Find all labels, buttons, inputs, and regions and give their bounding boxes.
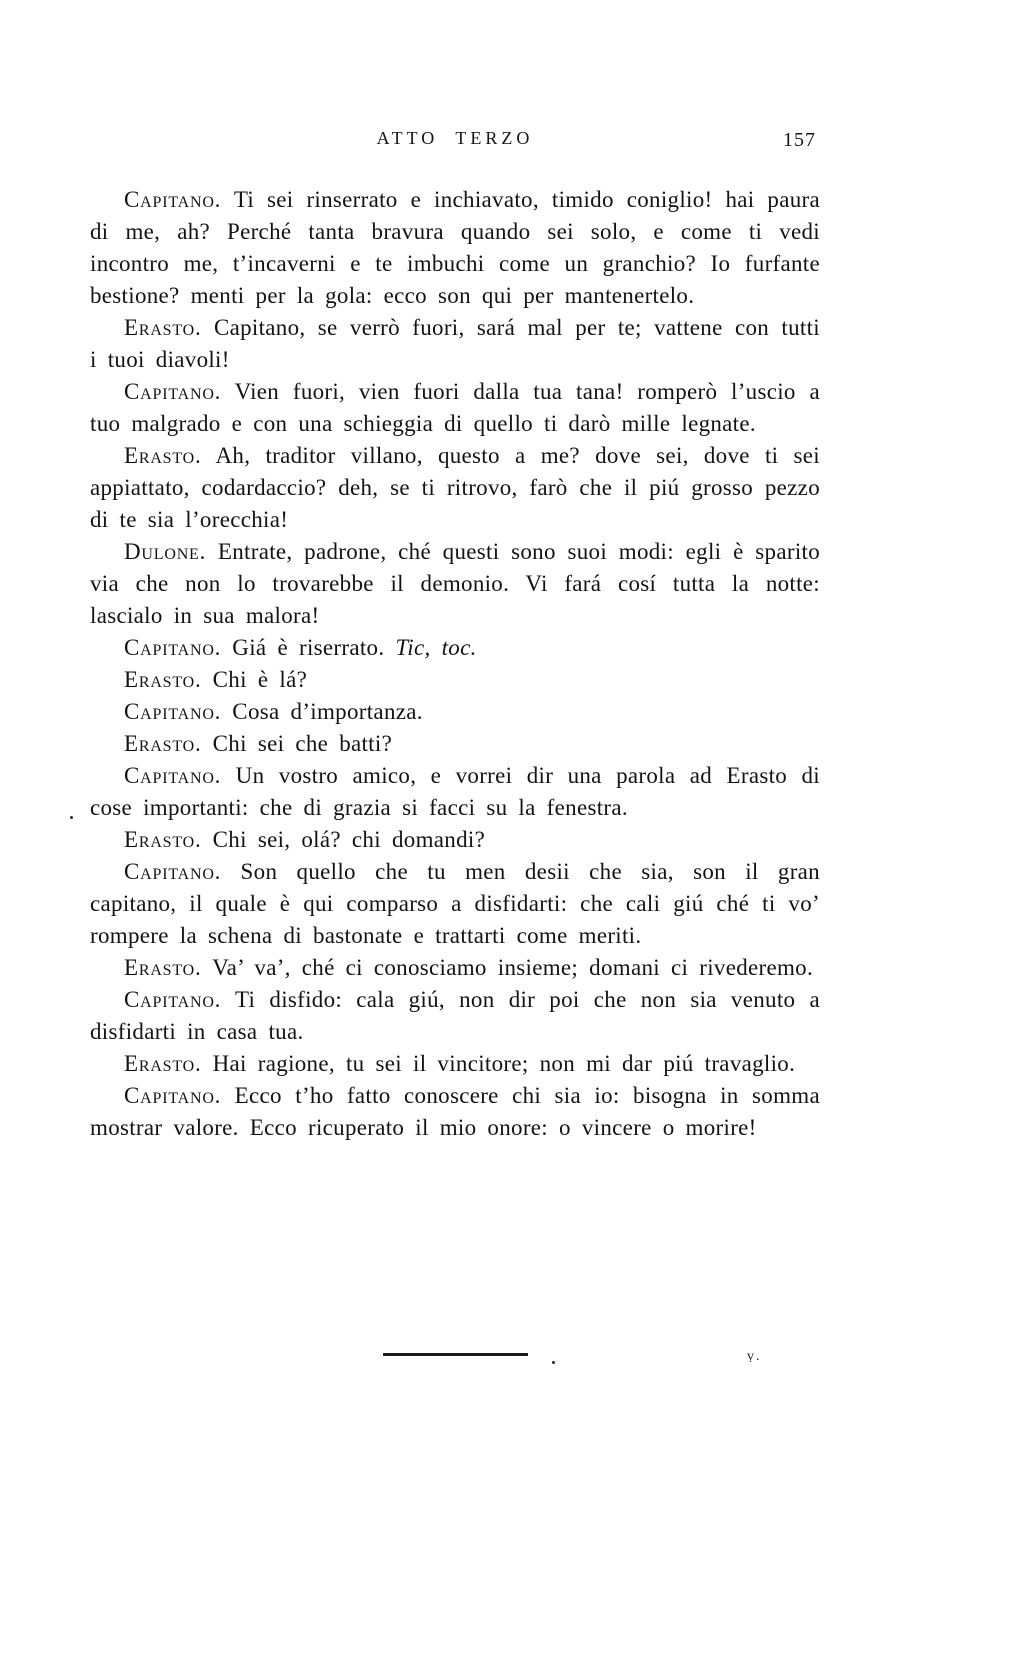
speaker-name: Erasto. [124,315,202,340]
running-head-title: ATTO TERZO [376,128,534,148]
speaker-name: Capitano. [124,187,222,212]
speech-paragraph [90,1080,820,1144]
speech-text: Ti sei rinserrato e inchiavato, timido coniglio! hai paura di me, ah? Perché tanta bravura quando sei solo, e come ti vedi incontro me, t’incaverni e te imbuchi come un granchio? Io furfante bestione? menti per la gola: ecco son qui per mantenertelo. [90,187,821,308]
speech-text: Entrate, padrone, ché questi sono suoi modi: egli è sparito via che non lo trovarebbe il demonio. Vi fará cosí tutta la notte: lascialo in sua malora! [90,539,820,628]
speaker-name: Capitano. [124,859,222,884]
speech-paragraph [90,440,820,536]
speaker-name: Erasto. [124,667,202,692]
page-header [90,128,820,158]
speech-paragraph [90,1048,820,1080]
play-text-body [90,184,820,1144]
ink-speck [552,1361,555,1364]
speaker-name: Capitano. [124,699,222,724]
speech-paragraph [90,376,820,440]
speaker-name: Capitano. [124,1083,222,1108]
section-divider-rule [383,1353,528,1356]
speech-text: Hai ragione, tu sei il vincitore; non mi dar piú travaglio. [212,1051,796,1076]
speech-text: Ah, traditor villano, questo a me? dove sei, dove ti sei appiattato, codardaccio? deh, se ti ritrovo, farò che il piú grosso pezzo di te sia l’orecchia! [90,443,820,532]
speech-text: Capitano, se verrò fuori, sará mal per te; vattene con tutti i tuoi diavoli! [90,315,820,372]
speech-text: Chi è lá? [212,667,308,692]
speaker-name: Capitano. [124,763,222,788]
speaker-name: Capitano. [124,987,222,1012]
speech-paragraph [90,728,820,760]
speech-paragraph [90,664,820,696]
speaker-name: Capitano. [124,635,222,660]
speech-text: Son quello che tu men desii che sia, son il gran capitano, il quale è qui comparso a disfidarti: che cali giú ché ti vo’ rompere la schena di bastonate e trattarti come meriti. [90,859,820,948]
speech-text: Ecco t’ho fatto conoscere chi sia io: bisogna in somma mostrar valore. Ecco ricuperato il mio onore: o vincere o morire! [90,1083,820,1140]
ink-speck [70,816,73,819]
speaker-name: Capitano. [124,379,222,404]
speech-text: Vien fuori, vien fuori dalla tua tana! romperò l’uscio a tuo malgrado e con una schieggia di quello ti darò mille legnate. [90,379,820,436]
speech-paragraph [90,824,820,856]
speech-paragraph [90,536,820,632]
speaker-name: Erasto. [124,827,202,852]
page-number: 157 [783,129,816,151]
speaker-name: Erasto. [124,1051,202,1076]
speech-text: Va’ va’, ché ci conosciamo insieme; domani ci rivederemo. [212,955,814,980]
speech-paragraph [90,312,820,376]
speaker-name: Erasto. [124,443,202,468]
speech-text: Cosa d’importanza. [232,699,423,724]
speech-paragraph [90,696,820,728]
speech-text: Ti disfido: cala giú, non dir poi che non sia venuto a disfidarti in casa tua. [90,987,821,1044]
speech-paragraph [90,184,820,312]
speech-paragraph [90,632,820,664]
speech-text: Chi sei che batti? [212,731,393,756]
speech-paragraph [90,760,820,824]
speech-paragraph [90,952,820,984]
speech-text: Un vostro amico, e vorrei dir una parola ad Erasto di cose importanti: che di grazia si facci su la fenestra. [90,763,820,820]
speech-text-italic: Tic, toc. [395,635,477,660]
speaker-name: Erasto. [124,731,202,756]
ink-mark: ṿ. [747,1349,762,1364]
speech-paragraph [90,984,820,1048]
speaker-name: Erasto. [124,955,202,980]
speech-paragraph [90,856,820,952]
speech-text: Giá è riserrato. [232,635,385,660]
speaker-name: Dulone. [124,539,207,564]
speech-text: Chi sei, olá? chi domandi? [212,827,486,852]
